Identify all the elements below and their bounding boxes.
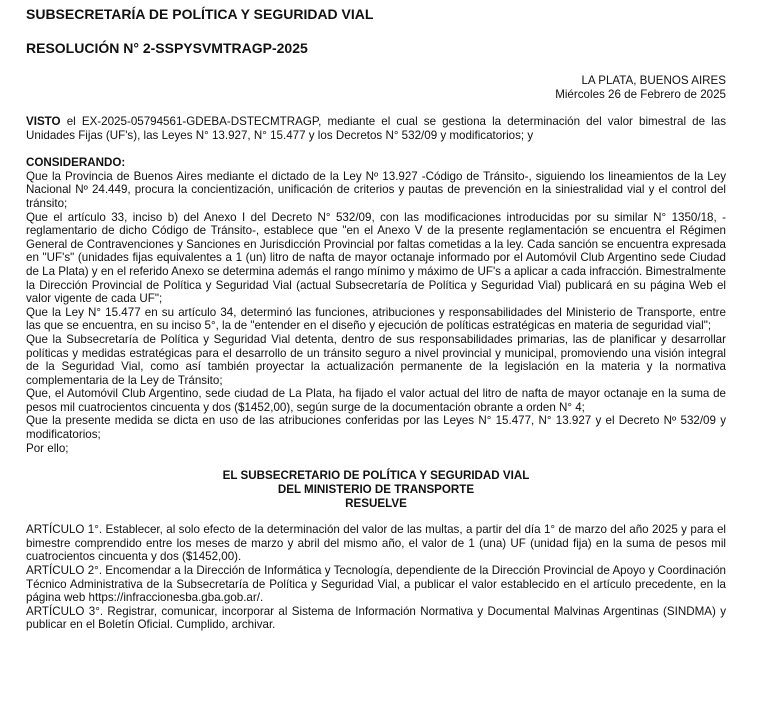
considerando-paragraph: Que, el Automóvil Club Argentino, sede ciudad de La Plata, ha fijado el valor actual del litro de nafta de mayor octanaje en la suma de pesos mil cuatrocientos cincuenta y dos ($1452,00), según surge de la documentación obrante a orden N° 4; [26,387,726,414]
article-3: ARTÍCULO 3°. Registrar, comunicar, incorporar al Sistema de Información Normativa y Documental Malvinas Argentinas (SINDMA) y publicar en el Boletín Oficial. Cumplido, archivar. [26,604,726,632]
visto-label: VISTO [26,115,61,128]
considerando-paragraph: Que la Subsecretaría de Política y Seguridad Vial detenta, dentro de sus responsabilidades primarias, las de planificar y desarrollar políticas y medidas estratégicas para el desarrollo de un tránsito seguro a nivel provincial y municipal, promoviendo una visión integral de la Seguridad Vial, como así también proyectar la actualización permanente de la legislación en la materia y la normativa complementaria de la Ley de Tránsito; [26,332,726,387]
article-1: ARTÍCULO 1°. Establecer, al solo efecto de la determinación del valor de las multas, a partir del día 1° de marzo del año 2025 y para el bimestre comprendido entre los meses de marzo y abril del mismo año, el valor de 1 (una) UF (unidad fija) en la suma de pesos mil cuatrocientos cincuenta y dos ($1452,00). [26,523,726,564]
resolution-document [26,6,726,632]
resolve-line-1: EL SUBSECRETARIO DE POLÍTICA Y SEGURIDAD VIAL [222,469,530,483]
resolve-heading [26,469,726,511]
considerando-paragraph: Que la Provincia de Buenos Aires mediante el dictado de la Ley Nº 13.927 -Código de Tránsito-, siguiendo los lineamientos de la Ley Nacional Nº 24.449, procura la concientización, unificación de criterios y pautas de prevención en la siniestralidad vial y el control del tránsito; [26,169,726,210]
resolution-number: RESOLUCIÓN N° 2-SSPYSVMTRAGP-2025 [26,40,308,56]
agency-heading: SUBSECRETARÍA DE POLÍTICA Y SEGURIDAD VIAL [26,6,374,22]
resolve-line-3: RESUELVE [345,497,407,511]
considerando-paragraph: Que la Ley N° 15.477 en su artículo 34, determinó las funciones, atribuciones y responsabilidades del Ministerio de Transporte, entre las que se encuentra, en su inciso 5°, la de "entender en el diseño y ejecución de políticas estratégicas en materia de seguridad vial"; [26,305,726,333]
considerando-paragraph: Que la presente medida se dicta en uso de las atribuciones conferidas por las Leyes N° 15.477, N° 13.927 y el Decreto Nº 532/09 y modificatorios; [26,414,726,442]
resolve-line-2: DEL MINISTERIO DE TRANSPORTE [277,483,475,497]
considerando-paragraph: Que el artículo 33, inciso b) del Anexo I del Decreto N° 532/09, con las modificaciones introducidas por su similar N° 1350/18, -reglamentario de dicho Código de Tránsito-, establece que "en el Anexo V de la presente reglamentación se encuentra el Régimen General de Contravenciones y Sanciones en Jurisdicción Provincial por faltas cometidas a la ley. Cada sanción se encuentra expresada en "UF's" (unidades fijas equivalentes a 1 (un) litro de nafta de mayor octanaje informado por el Automóvil Club Argentino sede Ciudad de La Plata) y en el referido Anexo se determina además el rango mínimo y máximo de UF's a aplicar a cada infracción. Bimestralmente la Dirección Provincial de Política y Seguridad Vial (actual Subsecretaría de Política y Seguridad Vial) publicará en su página Web el valor vigente de cada UF"; [26,210,726,306]
articles-list [26,523,726,632]
article-2: ARTÍCULO 2°. Encomendar a la Dirección de Informática y Tecnología, dependiente de la Dirección Provincial de Apoyo y Coordinación Técnico Administrativa de la Subsecretaría de Política y Seguridad Vial, a publicar el valor establecido en el artículo precedente, en la página web https://infraccionesba.gba.gob.ar/. [26,564,726,605]
date: Miércoles 26 de Febrero de 2025 [555,88,726,101]
considerando-paragraph: Por ello; [26,441,69,455]
place: LA PLATA, BUENOS AIRES [581,74,726,87]
place-date-block [26,74,726,102]
considerando-body [26,170,726,455]
visto-paragraph [26,115,726,142]
visto-text: el EX-2025-05794561-GDEBA-DSTECMTRAGP, mediante el cual se gestiona la determinación del valor bimestral de las Unidades Fijas (UF's), las Leyes N° 13.927, N° 15.477 y los Decretos N° 532/09 y modificatorios; y [26,115,726,142]
considerando-heading: CONSIDERANDO: [26,156,126,170]
